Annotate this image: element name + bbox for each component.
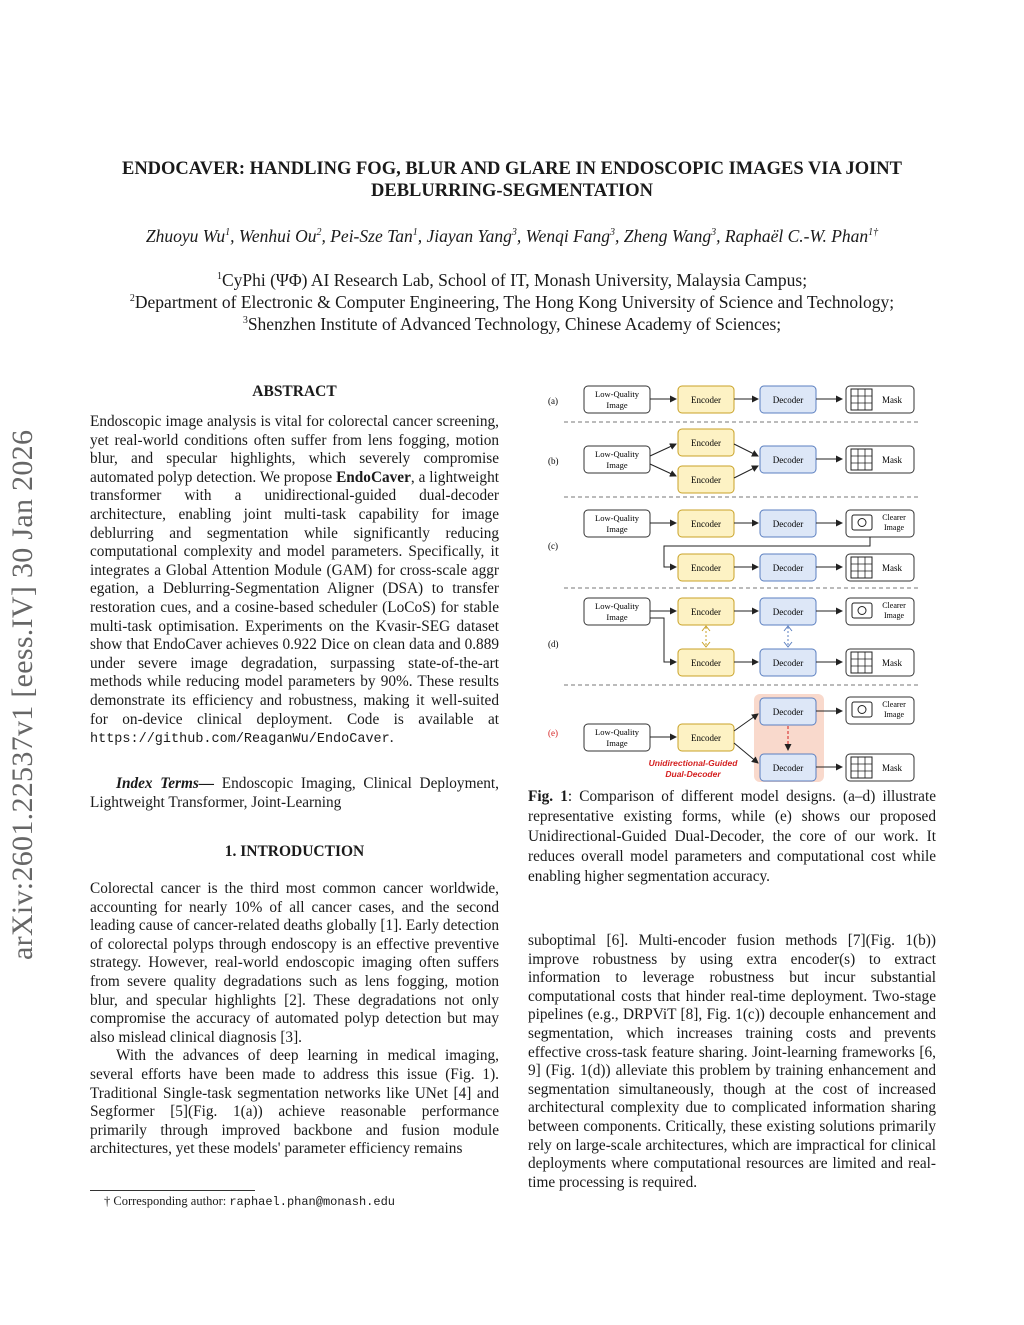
svg-text:Mask: Mask <box>882 658 902 668</box>
index-terms-label: Index Terms— <box>116 775 215 792</box>
svg-text:Mask: Mask <box>882 395 902 405</box>
svg-text:Low-Quality: Low-Quality <box>595 449 639 459</box>
row-label-c: (c) <box>548 541 558 551</box>
row-label-d: (d) <box>548 639 559 649</box>
title-line-1: ENDOCAVER: HANDLING FOG, BLUR AND GLARE IN ENDOSCOPIC IMAGES VIA JOINT <box>121 159 903 179</box>
row-c <box>584 510 914 581</box>
row-d <box>584 598 914 676</box>
intro-continuation: suboptimal [6]. Multi-encoder fusion methods [7](Fig. 1(b)) improve robustness by using extra encoder(s) to extract information to leverage robustness but incur substantial computational costs that hinder real-time deployment. Two-stage pipelines (e.g., DRPViT [8], Fig. 1(c)) decouple enhancement and segmentation, which increases training costs and prevents effective cross-task feature sharing. Joint-learning frameworks [6, 9] (Fig. 1(d)) alleviate this problem by training enhancement and segmentation simultaneously, though at the cost of increased architectural complexity due to complicated information sharing between components. Critically, these existing solutions primarily rely on large-scale architectures, which are impractical for clinical deployments where computational resources are limited and real-time processing is required. <box>528 932 936 1191</box>
svg-text:Encoder: Encoder <box>691 658 721 668</box>
svg-text:Image: Image <box>606 612 628 622</box>
svg-text:Low-Quality: Low-Quality <box>595 601 639 611</box>
svg-text:Encoder: Encoder <box>691 438 721 448</box>
author: Raphaël C.-W. Phan$^{1\dagger}$ <box>724 226 879 246</box>
svg-text:Encoder: Encoder <box>691 519 721 529</box>
row-label-e: (e) <box>548 728 558 738</box>
footnote: † Corresponding author: raphael.phan@monash.edu <box>104 1194 395 1209</box>
svg-text:Mask: Mask <box>882 563 902 573</box>
author-list <box>40 226 984 247</box>
figure-1-diagram <box>528 376 936 784</box>
svg-text:Decoder: Decoder <box>772 563 804 573</box>
abstract-body: Endoscopic image analysis is vital for colorectal cancer screening, yet real-world conditions often suffer from lens fogging, motion blur, and specular highlights, which severely compromise automated polyp detection. We propose EndoCaver, a lightweight transformer with a unidirectional-guided dual-decoder architecture, enabling joint multi-task capability for image deblurring and segmentation while significantly reducing computational complexity and model parameters. Specifically, it integrates a Global Attention Module (GAM) for cross-scale aggr egation, a Deblurring-Segmentation Aligner (DSA) to transfer restoration cues, and a cosine-based scheduler (LoCoS) for stable multi-task optimisation. Experiments on the Kvasir-SEG dataset show that EndoCaver achieves 0.922 Dice on clean data and 0.889 under severe image degradation, surpassing state-of-the-art methods while reducing model parameters by 90%. These results demonstrate its efficiency and robustness, making it well-suited for on-device clinical deployment. Code is available at https://github.com/ReaganWu/EndoCaver. <box>90 413 499 748</box>
author: Jiayan Yang$^3$, <box>426 226 526 246</box>
intro-body <box>90 880 499 1159</box>
svg-text:Low-Quality: Low-Quality <box>595 389 639 399</box>
author: Zhuoyu Wu$^1$, <box>145 226 239 246</box>
intro-heading: 1. INTRODUCTION <box>224 843 365 860</box>
author: Wenhui Ou$^2$, <box>238 226 331 246</box>
svg-text:Clearer: Clearer <box>882 700 906 709</box>
svg-text:Encoder: Encoder <box>691 607 721 617</box>
author: Zheng Wang$^3$, <box>623 226 725 246</box>
figure-caption: Fig. 1: Comparison of different model designs. (a–d) illustrate representative existing forms, while (e) shows our proposed Unidirectional-Guided Dual-Decoder, the core of our work. It reduces overall model parameters and computational cost while enabling higher segmentation accuracy. <box>528 788 936 885</box>
paper-title <box>60 158 964 202</box>
svg-text:Image: Image <box>606 738 628 748</box>
affiliation-1: $^1$CyPhi (ΨΦ) AI Research Lab, School of IT, Monash University, Malaysia Campus; <box>216 270 808 290</box>
author: Wenqi Fang$^3$, <box>525 226 624 246</box>
intro-paragraph-2: With the advances of deep learning in medical imaging, several efforts have been made to address this issue (Fig. 1). Traditional Single-task segmentation networks like UNet [4] and Segformer [5](Fig. 1(a)) achieve reasonable performance primarily through improved backbone and fusion module architectures, yet these models' parameter efficiency remains <box>90 1047 499 1158</box>
ugdd-label-line-2: Dual-Decoder <box>665 769 721 779</box>
svg-text:Decoder: Decoder <box>772 607 804 617</box>
ugdd-label-line-1: Unidirectional-Guided <box>648 758 738 768</box>
svg-text:Decoder: Decoder <box>772 658 804 668</box>
svg-text:Image: Image <box>606 524 628 534</box>
svg-text:Decoder: Decoder <box>772 707 804 717</box>
svg-text:Low-Quality: Low-Quality <box>595 513 639 523</box>
svg-text:Clearer: Clearer <box>882 601 906 610</box>
svg-text:Image: Image <box>884 523 904 532</box>
corresponding-email[interactable]: raphael.phan@monash.edu <box>229 1195 395 1209</box>
row-label-a: (a) <box>548 396 558 406</box>
intro-paragraph-1: Colorectal cancer is the third most common cancer worldwide, accounting for nearly 10% of all cancer cases, and the second leading cause of cancer-related deaths globally [1]. Early detection of colorectal polyps through endoscopy is an effective preventive strategy. However, real-world endoscopic imaging often suffers from severe quality degradations such as lens fogging, motion blur, and specular highlights [2]. These degradations not only compromise the accuracy of automated polyp detection but may also mislead clinical diagnosis [3]. <box>90 880 499 1046</box>
row-b <box>584 429 914 493</box>
svg-text:Image: Image <box>884 611 904 620</box>
svg-text:Encoder: Encoder <box>691 563 721 573</box>
svg-text:Mask: Mask <box>882 455 902 465</box>
svg-text:Decoder: Decoder <box>772 763 804 773</box>
svg-text:Image: Image <box>606 460 628 470</box>
svg-text:Decoder: Decoder <box>772 395 804 405</box>
svg-text:Clearer: Clearer <box>882 513 906 522</box>
svg-text:Decoder: Decoder <box>772 519 804 529</box>
footnote-rule <box>90 1190 255 1191</box>
svg-text:Image: Image <box>606 400 628 410</box>
svg-text:Encoder: Encoder <box>691 395 721 405</box>
method-name: EndoCaver <box>336 468 411 486</box>
svg-text:Encoder: Encoder <box>691 475 721 485</box>
row-label-b: (b) <box>548 456 559 466</box>
svg-text:Mask: Mask <box>882 763 902 773</box>
arxiv-sidebar: arXiv:2601.22537v1 [eess.IV] 30 Jan 2026 <box>6 429 39 960</box>
svg-text:Encoder: Encoder <box>691 733 721 743</box>
abstract-heading: ABSTRACT <box>252 383 337 400</box>
index-terms: Index Terms— Endoscopic Imaging, Clinical Deployment, Lightweight Transformer, Joint-Learning <box>90 775 499 811</box>
figure-label: Fig. 1 <box>528 788 568 805</box>
author: Pei-Sze Tan$^1$, <box>330 226 427 246</box>
code-link[interactable]: https://github.com/ReaganWu/EndoCaver <box>90 732 390 748</box>
svg-text:Image: Image <box>884 710 904 719</box>
affiliation-3: $^3$Shenzhen Institute of Advanced Technology, Chinese Academy of Sciences; <box>242 314 782 334</box>
affiliation-2: $^2$Department of Electronic & Computer Engineering, The Hong Kong University of Science and Technology; <box>129 292 895 312</box>
title-line-2: DEBLURRING-SEGMENTATION <box>371 181 653 201</box>
row-a <box>584 386 914 413</box>
row-e <box>584 697 914 781</box>
svg-text:Decoder: Decoder <box>772 455 804 465</box>
svg-text:Low-Quality: Low-Quality <box>595 727 639 737</box>
